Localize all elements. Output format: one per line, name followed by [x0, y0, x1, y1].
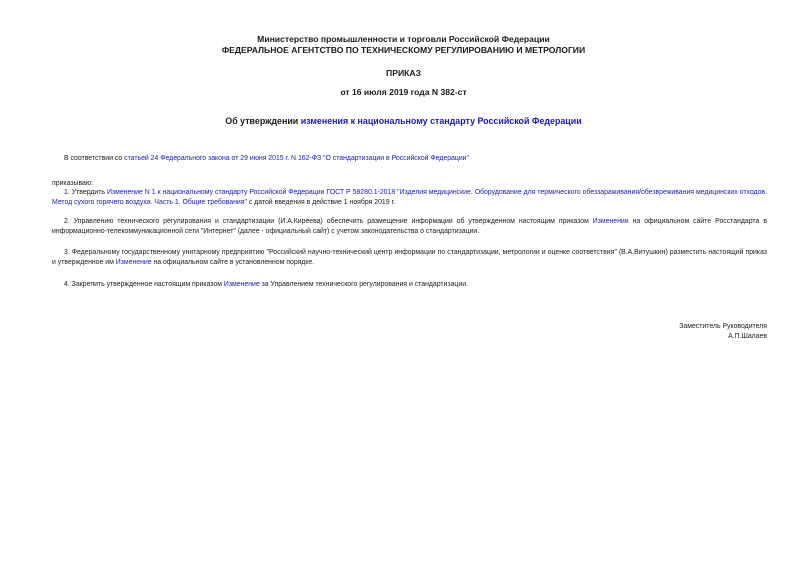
item-1-standard-link[interactable]: Изменение N 1 к национальному стандарту Российской Федерации ГОСТ Р 58280.1-2018 "Изделия медицинские. Оборудование для термического обеззараживания/обезвреживания медицинских отходов. Метод сухого горячего воздуха. Часть 1. Общие требования" — [52, 189, 767, 207]
preamble-prefix: В соответствии со — [64, 155, 125, 162]
item-1-prefix: 1. Утвердить — [64, 189, 107, 196]
item-4-change-link[interactable]: Изменение — [223, 281, 260, 288]
item-1 — [52, 188, 767, 208]
item-3-suffix: на официальном сайте в установленном порядке. — [151, 259, 315, 267]
item-4-prefix: 4. Закрепить утвержденное настоящим приказом — [64, 281, 224, 288]
item-3 — [52, 248, 767, 268]
ministry-name: Министерство промышленности и торговли Российской Федерации — [257, 34, 550, 44]
item-2-suffix: на официальном сайте Росстандарта в информационно-телекоммуникационной сети "Интернет" (далее - официальный сайт) с учетом законодательства о стандартизации. — [52, 218, 767, 236]
signature-block — [679, 322, 767, 342]
preamble-law-link[interactable]: статьей 24 Федерального закона от 29 июня 2015 г. N 162-ФЗ "О стандартизации в Российской Федерации" — [124, 155, 469, 162]
agency-name: ФЕДЕРАЛЬНОЕ АГЕНТСТВО ПО ТЕХНИЧЕСКОМУ РЕГУЛИРОВАНИЮ И МЕТРОЛОГИИ — [221, 45, 586, 55]
item-4 — [52, 280, 767, 290]
order-word: приказываю: — [52, 180, 93, 187]
item-2 — [52, 217, 767, 237]
item-2-prefix: 2. Управлению технического регулирования и стандартизации (И.А.Киреева) обеспечить размещение информации об утвержденном настоящим приказом — [64, 218, 593, 225]
document-title — [0, 116, 807, 126]
item-2-change-link[interactable]: Изменении — [592, 218, 629, 225]
item-1-suffix: с датой введения в действие 1 ноября 2019 г. — [246, 199, 396, 207]
title-link[interactable]: изменения к национальному стандарту Российской Федерации — [300, 116, 582, 126]
document-type: ПРИКАЗ — [386, 68, 421, 78]
signatory-name: А.П.Шалаев — [728, 333, 767, 340]
item-3-change-link[interactable]: Изменение — [115, 259, 152, 267]
item-3-prefix: 3. Федеральному государственному унитарному предприятию "Российский научно-технический центр информации по стандартизации, метрологии и оценке соответствия" (В.А.Витушкин) разместить настоящий приказ и утвержденное им — [52, 249, 767, 267]
item-4-suffix: за Управлением технического регулирования и стандартизации. — [259, 281, 468, 288]
document-date-number: от 16 июля 2019 года N 382-ст — [340, 87, 467, 97]
title-prefix: Об утверждении — [225, 116, 301, 126]
preamble — [52, 154, 767, 164]
signatory-position: Заместитель Руководителя — [679, 323, 767, 330]
